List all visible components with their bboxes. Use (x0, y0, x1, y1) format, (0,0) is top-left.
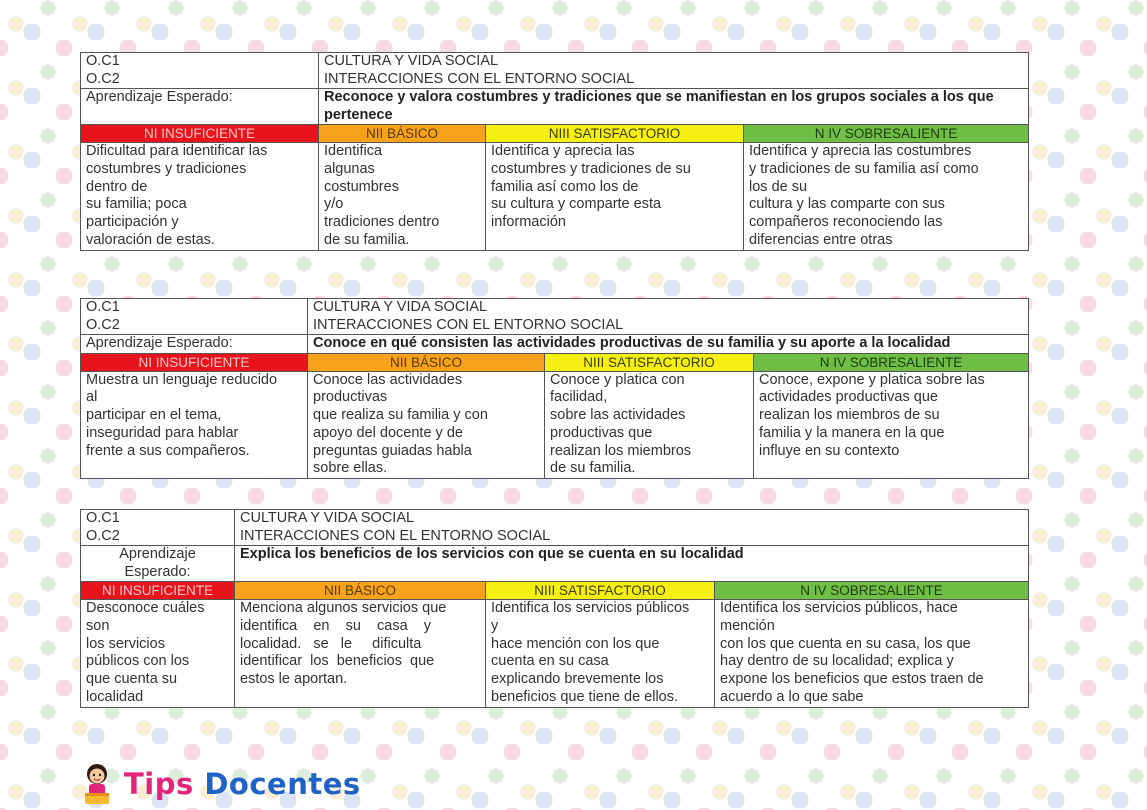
desc-line: son (86, 617, 110, 634)
desc-line: estos le aportan. (240, 671, 348, 688)
expected-learning-label: Aprendizaje Esperado: (81, 89, 319, 125)
desc-line: algunas (324, 160, 375, 177)
desc-line: Identifica y aprecia las costumbres (749, 143, 972, 159)
desc-line: familia y la manera en la que (759, 424, 945, 441)
level-2-description (319, 143, 486, 251)
oc2-code: O.C2 (86, 70, 120, 87)
oc-codes (81, 53, 319, 89)
desc-line: y tradiciones de su familia así como (749, 160, 979, 177)
desc-line: productivas que (550, 424, 653, 441)
desc-line: Desconoce cuáles (86, 600, 205, 616)
level-3-description (486, 600, 715, 708)
oc1-code: O.C1 (86, 510, 120, 526)
oc2-code: O.C2 (86, 316, 120, 333)
level-3-header: NIII SATISFACTORIO (486, 125, 744, 143)
desc-line: de su familia. (550, 460, 636, 477)
desc-line: sobre las actividades (550, 407, 686, 424)
desc-line: localidad (86, 688, 144, 705)
desc-line: localidad. se le dificulta (240, 635, 422, 652)
level-3-header: NIII SATISFACTORIO (545, 353, 754, 371)
level-1-header: NI INSUFICIENTE (81, 353, 308, 371)
desc-line: mención (720, 617, 775, 634)
desc-line: Identifica los servicios públicos (491, 600, 690, 616)
desc-line: expone los beneficios que estos traen de (720, 671, 984, 688)
logo-word-docentes: Docentes (204, 767, 361, 801)
expected-learning-text: Explica los beneficios de los servicios con que se cuenta en su localidad (235, 546, 1029, 582)
desc-line: explicando brevemente los (491, 671, 664, 688)
expected-learning-text: Conoce en qué consisten las actividades productivas de su familia y su aporte a la localidad (308, 335, 1029, 354)
expected-learning-label: Aprendizaje Esperado: (81, 335, 308, 354)
rubric-table-2 (80, 298, 1029, 479)
topic-2: INTERACCIONES CON EL ENTORNO SOCIAL (324, 70, 635, 87)
desc-line: Identifica y aprecia las (491, 143, 635, 159)
level-1-description (81, 371, 308, 479)
oc-codes (81, 510, 235, 546)
desc-line: información (491, 214, 566, 231)
level-2-header: NII BÁSICO (235, 582, 486, 600)
rubric-table-3 (80, 509, 1029, 708)
level-3-description (486, 143, 744, 251)
desc-line: frente a sus compañeros. (86, 442, 250, 459)
desc-line: sobre ellas. (313, 460, 388, 477)
level-4-header: N IV SOBRESALIENTE (754, 353, 1029, 371)
teacher-mascot-icon (76, 762, 118, 806)
desc-line: Conoce, expone y platica sobre las (759, 371, 985, 388)
desc-line: costumbres y tradiciones de su (491, 160, 691, 177)
oc2-code: O.C2 (86, 527, 120, 544)
level-1-header: NI INSUFICIENTE (81, 582, 235, 600)
oc1-code: O.C1 (86, 299, 120, 315)
desc-line: que realiza su familia y con (313, 407, 488, 424)
desc-line: Muestra un lenguaje reducido (86, 371, 278, 388)
level-3-description (545, 371, 754, 479)
desc-line: su familia; poca (86, 196, 187, 213)
desc-line: con los que cuenta en su casa, los que (720, 635, 971, 652)
desc-line: diferencias entre otras (749, 231, 893, 248)
expected-learning-text: Reconoce y valora costumbres y tradiciones que se manifiestan en los grupos sociales a los que pertenece (319, 89, 1029, 125)
oc1-code: O.C1 (86, 53, 120, 69)
desc-line: dentro de (86, 178, 148, 195)
level-2-description (308, 371, 545, 479)
desc-line: su cultura y comparte esta (491, 196, 662, 213)
desc-line: que cuenta su (86, 671, 178, 688)
desc-line: costumbres (324, 178, 399, 195)
desc-line: Dificultad para identificar las (86, 143, 268, 159)
desc-line: costumbres y tradiciones (86, 160, 247, 177)
desc-line: tradiciones dentro (324, 214, 440, 231)
level-4-description (744, 143, 1029, 251)
rubric-table-1 (80, 52, 1029, 251)
desc-line: Conoce las actividades (313, 371, 463, 388)
desc-line: participar en el tema, (86, 407, 222, 424)
desc-line: preguntas guiadas habla (313, 442, 472, 459)
level-2-description (235, 600, 486, 708)
desc-line: Menciona algunos servicios que (240, 600, 447, 616)
desc-line: participación y (86, 214, 179, 231)
desc-line: Identifica los servicios públicos, hace (720, 600, 958, 616)
desc-line: acuerdo a lo que sabe (720, 688, 864, 705)
topic-1: CULTURA Y VIDA SOCIAL (324, 53, 499, 69)
topics (319, 53, 1029, 89)
desc-line: compañeros reconociendo las (749, 214, 943, 231)
level-2-header: NII BÁSICO (308, 353, 545, 371)
desc-line: los de su (749, 178, 808, 195)
desc-line: apoyo del docente y de (313, 424, 463, 441)
topics (235, 510, 1029, 546)
logo-text (124, 767, 361, 801)
desc-line: públicos con los (86, 653, 190, 670)
desc-line: familia así como los de (491, 178, 639, 195)
desc-line: beneficios que tiene de ellos. (491, 688, 679, 705)
desc-line: identificar los beneficios que (240, 653, 435, 670)
desc-line: valoración de estas. (86, 231, 215, 248)
level-3-header: NIII SATISFACTORIO (486, 582, 715, 600)
desc-line: Identifica (324, 143, 383, 159)
topics (308, 299, 1029, 335)
level-1-header: NI INSUFICIENTE (81, 125, 319, 143)
level-1-description (81, 600, 235, 708)
logo-word-tips: Tips (124, 767, 194, 801)
desc-line: facilidad, (550, 389, 608, 406)
desc-line: y/o (324, 196, 344, 213)
desc-line: los servicios (86, 635, 165, 652)
desc-line: influye en su contexto (759, 442, 900, 459)
expected-learning-label: Aprendizaje Esperado: (81, 546, 235, 582)
desc-line: Conoce y platica con (550, 371, 685, 388)
topic-2: INTERACCIONES CON EL ENTORNO SOCIAL (313, 316, 624, 333)
desc-line: actividades productivas que (759, 389, 938, 406)
desc-line: hay dentro de su localidad; explica y (720, 653, 954, 670)
desc-line: productivas (313, 389, 388, 406)
desc-line: de su familia. (324, 231, 410, 248)
topic-1: CULTURA Y VIDA SOCIAL (240, 510, 415, 526)
desc-line: hace mención con los que (491, 635, 660, 652)
desc-line: identifica en su casa y (240, 617, 432, 634)
level-4-header: N IV SOBRESALIENTE (715, 582, 1029, 600)
desc-line: realizan los miembros de su (759, 407, 940, 424)
topic-1: CULTURA Y VIDA SOCIAL (313, 299, 488, 315)
desc-line: al (86, 389, 98, 406)
level-4-description (754, 371, 1029, 479)
desc-line: cuenta en su casa (491, 653, 609, 670)
desc-line: cultura y las comparte con sus (749, 196, 945, 213)
level-2-header: NII BÁSICO (319, 125, 486, 143)
tips-docentes-logo (76, 762, 361, 806)
level-1-description (81, 143, 319, 251)
oc-codes (81, 299, 308, 335)
desc-line: y (491, 617, 499, 634)
topic-2: INTERACCIONES CON EL ENTORNO SOCIAL (240, 527, 551, 544)
level-4-description (715, 600, 1029, 708)
level-4-header: N IV SOBRESALIENTE (744, 125, 1029, 143)
desc-line: inseguridad para hablar (86, 424, 239, 441)
desc-line: realizan los miembros (550, 442, 692, 459)
